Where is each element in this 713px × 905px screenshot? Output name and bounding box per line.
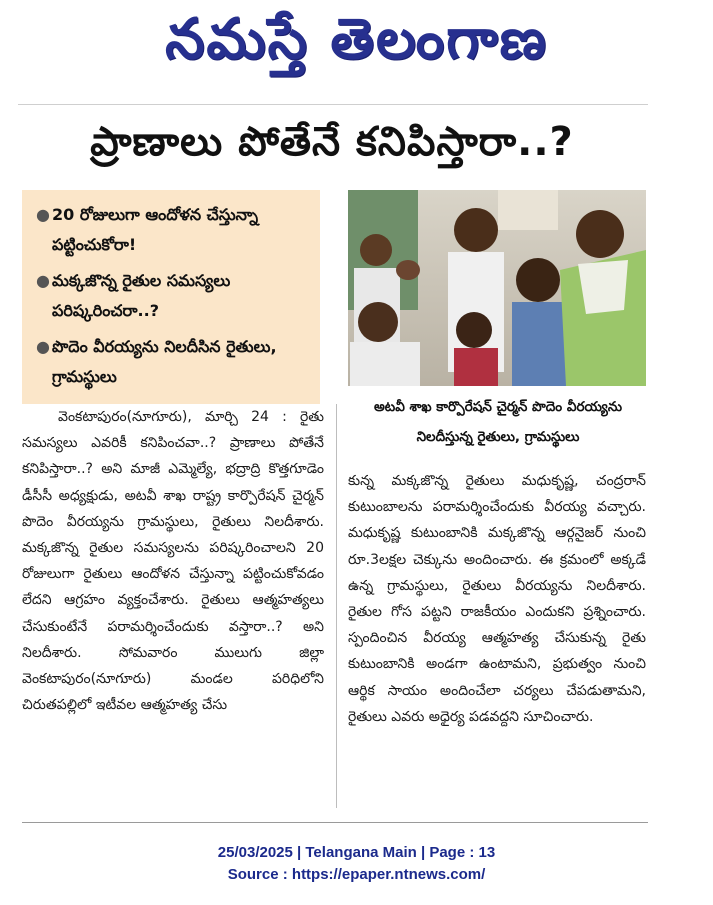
body-column-right: కున్న మక్కజొన్న రైతులు మధుకృష్ణ, చంద్రరాన్ కుటుంబాలను పరామర్శించేందుకు వీరయ్య వచ్చారు. మధుకృష్ణ కుటుంబానికి మక్కజొన్న ఆర్గనైజర్ నుంచి రూ.3లక్షల చెక్కును అందించారు. ఈ క్రమంలో అక్కడే ఉన్న గ్రామస్థులు, రైతులు వీరయ్యను నిలదీశారు. రైతుల గోస పట్టని రాజకీయం ఎందుకని ప్రశ్నించారు. స్పందించిన వీరయ్య ఆత్మహత్య చేసుకున్న రైతు కుటుంబానికి అండగా ఉంటామని, ప్రభుత్వం నుంచి ఆర్థిక సాయం అందించేలా చర్యలు చేపడుతామని, రైతులు ఎవరు అధైర్య పడవద్దని సూచించారు. (348, 473, 646, 725)
highlight-item (36, 200, 308, 260)
footer-date-edition-page: 25/03/2025 | Telangana Main | Page : 13 (217, 844, 496, 861)
highlight-item (36, 266, 308, 326)
body-column-left: వెంకటాపురం(నూగూరు), మార్చి 24 : రైతు సమస్యలు ఎవరికీ కనిపించవా..? ప్రాణాలు పోతేనే కనిపిస్తారా..? అని మాజీ ఎమ్మెల్యే, భద్రాద్రి కొత్తగూడెం డీసీసీ అధ్యక్షుడు, అటవీ శాఖ రాష్ట్ర కార్పొరేషన్ చైర్మన్ పొదెం వీరయ్యను గ్రామస్థులు, రైతులు నిలదీశారు. మక్కజొన్న రైతుల సమస్యలను పరిష్కరించాలని 20 రోజులుగా రైతులు ఆందోళన చేస్తున్నా పట్టించుకోవడం లేదని ఆగ్రహం వ్యక్తంచేశారు. రైతులు ఆత్మహత్యలు చేసుకుంటేనే పరామర్శించేందుకు వస్తారా..? అని నిలదీశారు. సోమవారం ములుగు జిల్లా వెంకటాపురం(నూగూరు) మండల పరిధిలోని చిరుతపల్లిలో ఇటీవల ఆత్మహత్య చేసు (22, 409, 324, 714)
news-photo (348, 190, 646, 386)
photo-icon (348, 190, 646, 386)
photo-caption: అటవీ శాఖ కార్పొరేషన్ చైర్మన్ పొదెం వీరయ్యను నిలదీస్తున్న రైతులు, గ్రామస్థులు (373, 399, 623, 445)
highlight-item (36, 332, 308, 392)
article-headline: ప్రాణాలు పోతేనే కనిపిస్తారా..? (90, 119, 574, 165)
footer-source-link[interactable]: Source : https://epaper.ntnews.com/ (227, 866, 486, 883)
bullet-icon: ● (36, 205, 50, 224)
highlight-text: 20 రోజులుగా ఆందోళన చేస్తున్నా పట్టించుకోరా! (52, 205, 259, 254)
masthead-logo-text: నమస్తే తెలంగాణ (165, 6, 548, 72)
bullet-icon: ● (36, 337, 50, 356)
bullet-icon: ● (36, 271, 50, 290)
highlight-text: మక్కజొన్న రైతుల సమస్యలు పరిష్కరించరా..? (52, 271, 231, 320)
masthead (0, 6, 713, 86)
top-divider (18, 104, 648, 105)
highlight-text: పొదెం వీరయ్యను నిలదీసిన రైతులు, గ్రామస్థులు (52, 337, 277, 386)
bottom-divider (22, 822, 648, 823)
highlights-box (22, 190, 320, 404)
column-divider (336, 404, 337, 808)
